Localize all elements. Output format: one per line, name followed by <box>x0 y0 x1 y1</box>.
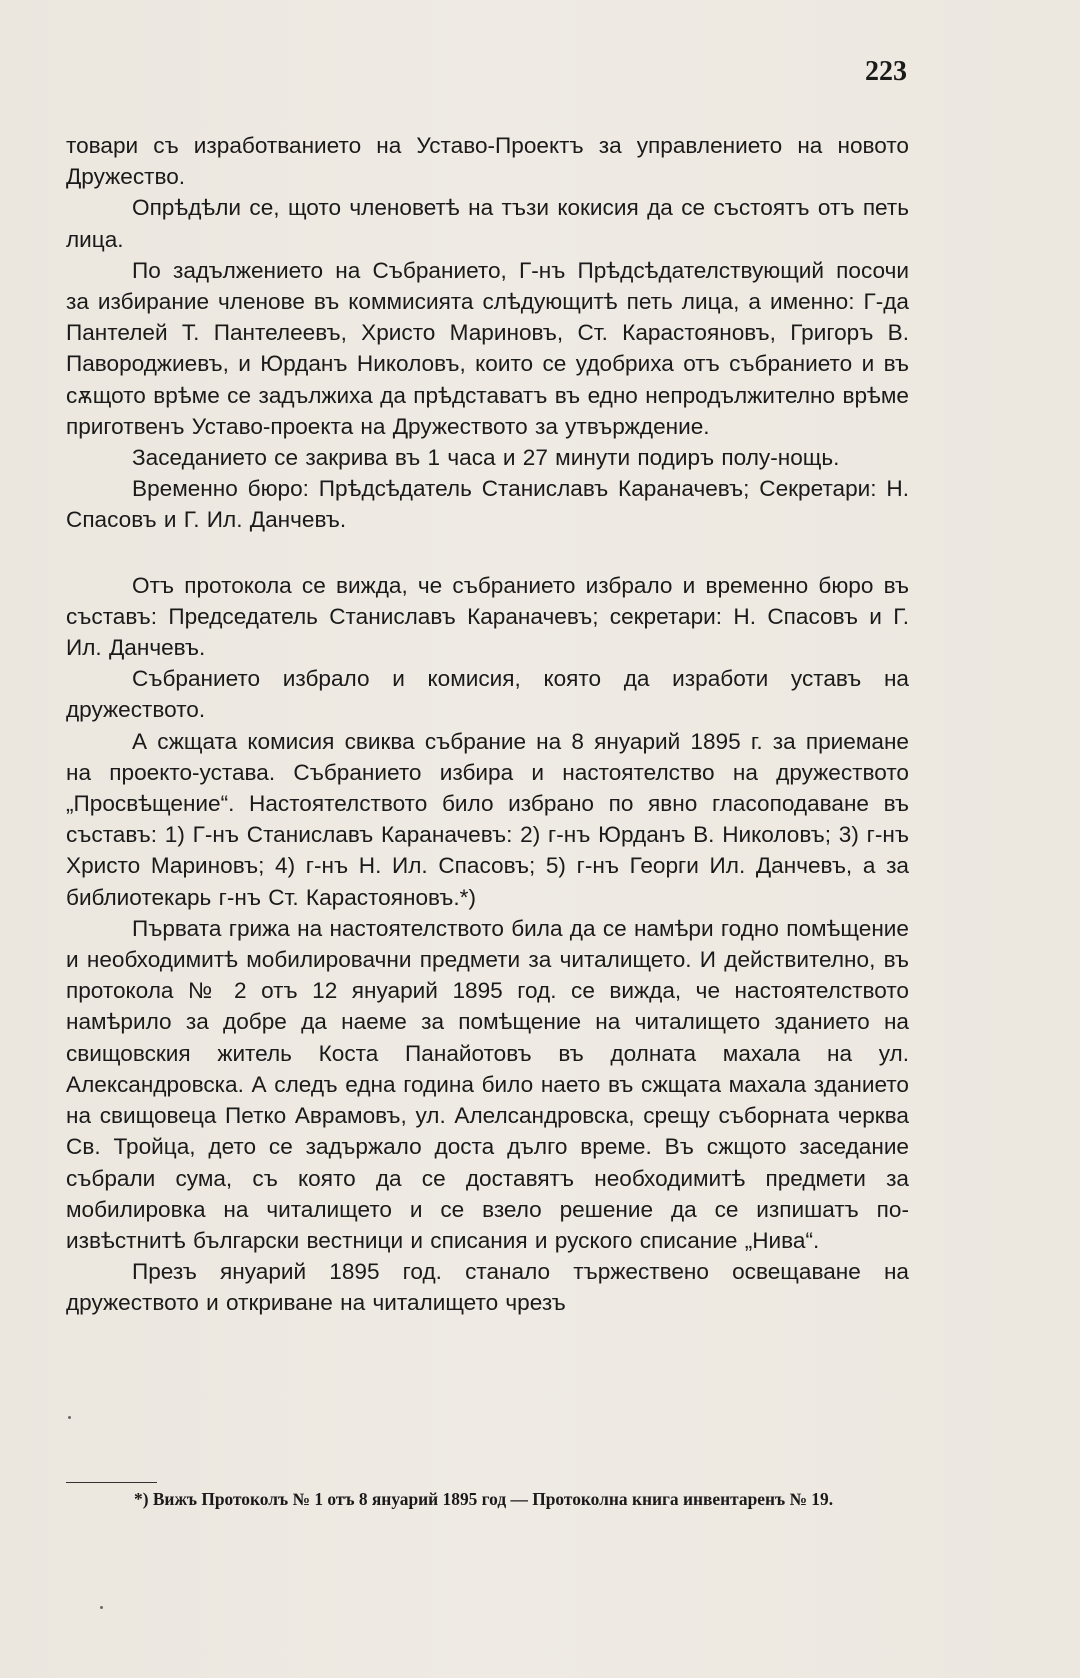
body-text <box>66 130 909 1319</box>
paragraph-session-close: Заседанието се закрива въ 1 часа и 27 минути подиръ полу-нощь. <box>132 445 840 471</box>
paragraph-continuation: товари съ изработванието на Уставо-Проектъ за управлението на новото Дружество. <box>66 133 909 190</box>
paper-speck <box>100 1606 103 1609</box>
paragraph-temporary-bureau: Временно бюро: Прѣдсѣдатель Станиславъ Караначевъ; Секретари: Н. Спасовъ и Г. Ил. Данчевъ. <box>66 476 909 533</box>
paragraph-protocol-summary: Отъ протокола се вижда, че събранието избрало и временно бюро въ съставъ: Председатель Станиславъ Караначевъ; секретари: Н. Спасовъ и Г. Ил. Данчевъ. <box>66 572 909 661</box>
paragraph-consecration: Презъ януарий 1895 год. станало тържествено освещаване на дружеството и откриване на читалището чрезъ <box>66 1259 909 1316</box>
paragraph-statute-commission: Събранието избрало и комисия, която да изработи уставъ на дружеството. <box>66 666 909 723</box>
section-gap <box>66 536 909 570</box>
paragraph-commission-size: Опрѣдѣли се, щото членоветѣ на тъзи кокисия да се състоятъ отъ петь лица. <box>66 195 909 252</box>
footnote: *) Вижъ Протоколъ № 1 отъ 8 януарий 1895 год — Протоколна книга инвентаренъ № 19. <box>134 1489 834 1509</box>
paragraph-premises: Първата грижа на настоятелството била да се намѣри годно помѣщение и необходимитѣ мобилировачни предмети за читалището. И действително, въ протокола № 2 отъ 12 януарий 1895 год. се вижда, че настоятелството намѣрило за добре да наеме за помѣщение на читалището зданието на свищовския житель Коста Панайотовъ въ долната махала на ул. Александровска. А следъ една година било наето въ сжщата махала зданието на свищовеца Петко Аврамовъ, ул. Алелсандровска, срещу съборната черква Св. Тройца, дето се задържало доста дълго време. Въ сжщото заседание събрали сума, съ която да се доставятъ необходимитѣ предмети за мобилировка на читалището и се взело решение да се изпишатъ по-извѣстнитѣ български вестници и списания и руского списание „Нива“. <box>66 915 909 1253</box>
page-number: 223 <box>865 56 907 87</box>
paragraph-board-election: А сжщата комисия свиква събрание на 8 януарий 1895 г. за приемане на проекто-устава. Събранието избира и настоятелство на дружеството „Просвѣщение“. Настоятелството било избрано по явно гласоподаване въ съставъ: 1) Г-нъ Станиславъ Караначевъ: 2) г-нъ Юрданъ В. Николовъ; 3) г-нъ Христо Мариновъ; 4) г-нъ Н. Ил. Спасовъ; 5) г-нъ Георги Ил. Данчевъ, а за библиотекарь г-нъ Ст. Карастояновъ.*) <box>66 728 909 910</box>
paragraph-commission-members: По задължението на Събранието, Г-нъ Прѣдсѣдателствующий посочи за избирание членове въ коммисията слѣдующитѣ петь лица, а именно: Г-да Пантелей Т. Пантелеевъ, Христо Мариновъ, Ст. Карастояновъ, Григоръ В. Павороджиевъ, и Юрданъ Николовъ, които се удобриха отъ събранието и въ сѫщото врѣме се задължиха да прѣдставатъ въ едно непродължително врѣме приготвенъ Уставо-проекта на Дружеството за утвърждение. <box>66 257 909 439</box>
paper-speck <box>68 1416 71 1419</box>
footnote-divider <box>66 1482 157 1483</box>
